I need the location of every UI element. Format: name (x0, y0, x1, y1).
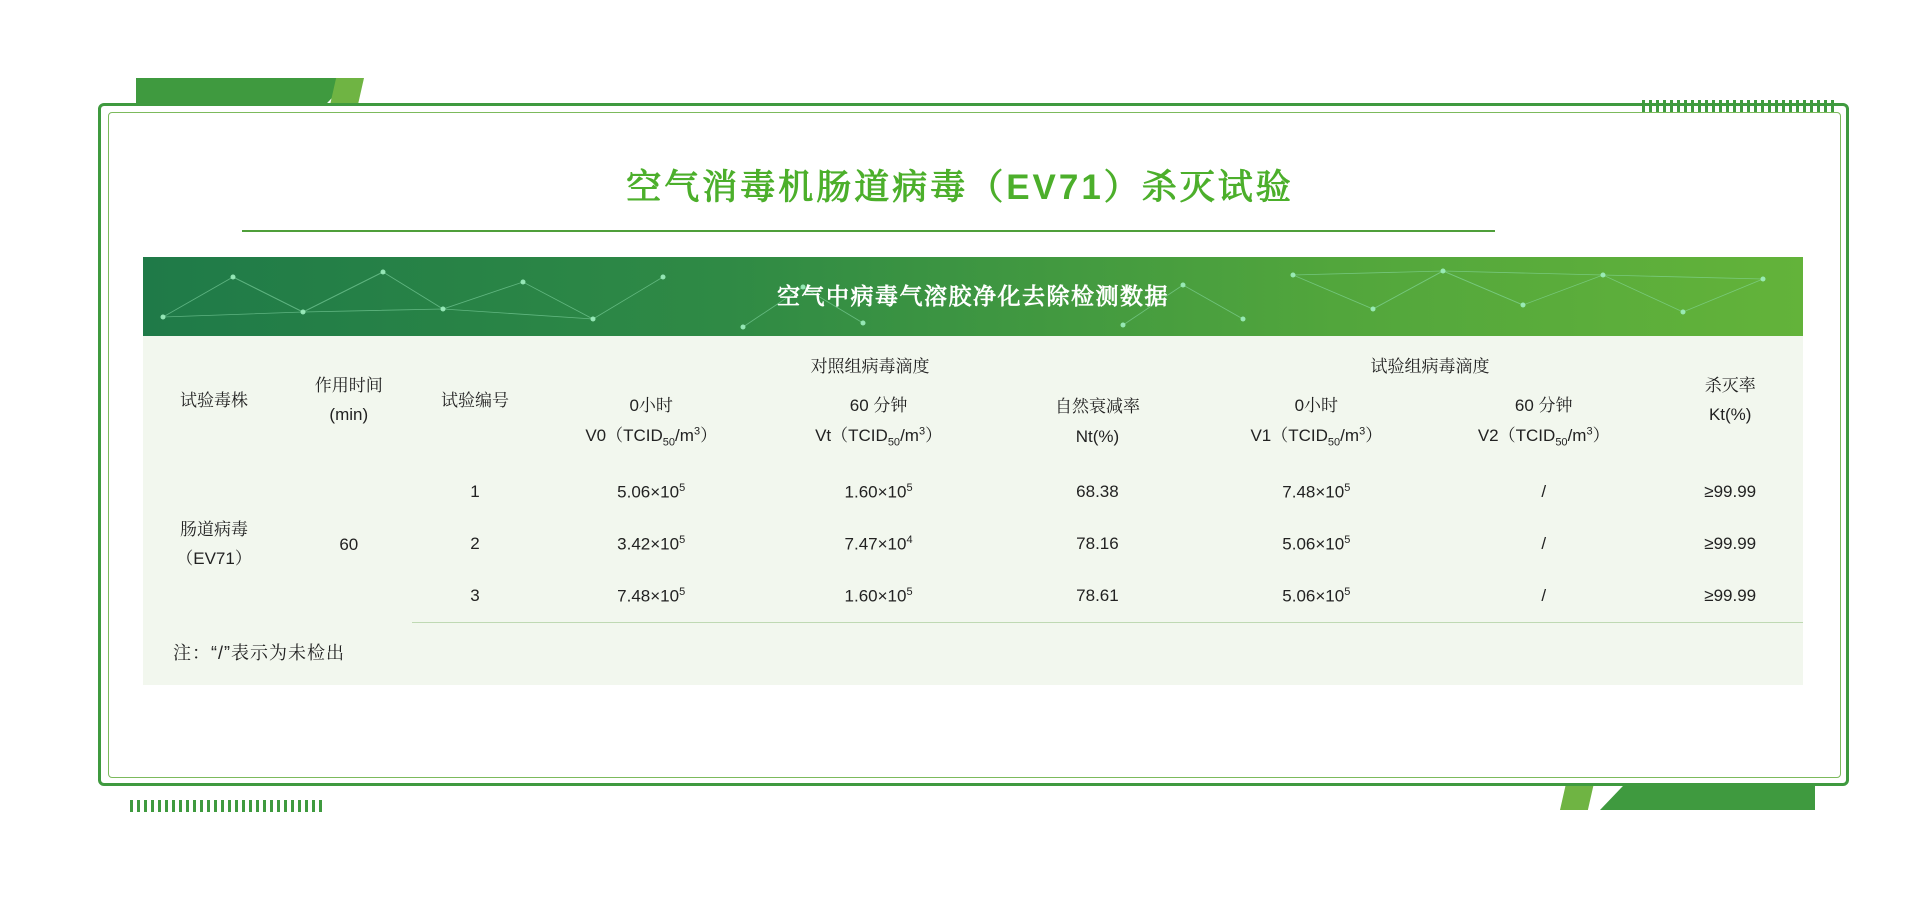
cell-control-60m-mantissa: 1.60×10 (844, 482, 907, 502)
cell-test-0h-exponent: 5 (1344, 482, 1351, 495)
header-control-0h-pre: V0（TCID (585, 425, 663, 445)
virus-kill-test-table (143, 336, 1803, 623)
header-test-60m-post: /m (1567, 425, 1587, 445)
cell-control-0h-mantissa: 5.06×10 (617, 482, 680, 502)
header-control-60m-pre: Vt（TCID (815, 425, 888, 445)
cell-natural-decay: 68.38 (1076, 482, 1119, 502)
cell-test-no: 2 (470, 534, 480, 554)
header-duration-line2: (min) (329, 405, 369, 425)
header-control-60m-exp: 3 (918, 425, 926, 438)
header-test-60m-exp: 3 (1586, 425, 1593, 438)
cell-control-0h (538, 570, 765, 623)
header-natural-decay-line2: Nt(%) (1075, 426, 1120, 446)
header-natural-decay (992, 383, 1202, 466)
cell-control-60m-mantissa: 1.60×10 (844, 586, 907, 606)
page-title: 空气消毒机肠道病毒（EV71）杀灭试验 (626, 168, 1294, 207)
cell-test-0h (1203, 518, 1430, 570)
header-test-60m-line2 (1432, 421, 1655, 453)
cell-control-60m-exponent: 5 (906, 482, 913, 495)
table-header-row-groups (143, 336, 1803, 383)
header-test-0h-close: ） (1365, 425, 1383, 445)
header-duration-line1: 作用时间 (314, 376, 383, 396)
cell-control-60m (765, 466, 992, 518)
cell-control-0h-mantissa: 7.48×10 (617, 586, 680, 606)
header-control-0h-line1: 0小时 (629, 396, 673, 415)
header-test-60m-line1: 60 分钟 (1514, 396, 1573, 415)
header-test-group: 试验组病毒滴度 (1370, 357, 1490, 376)
header-test-0h-exp: 3 (1359, 425, 1366, 438)
cell-control-0h-mantissa: 3.42×10 (617, 534, 680, 554)
header-control-60m (765, 383, 992, 466)
cell-natural-decay: 78.61 (992, 570, 1202, 623)
cell-control-60m-exponent: 4 (906, 534, 913, 547)
header-test-0h-line2 (1205, 421, 1428, 453)
cell-test-0h-exponent: 5 (1344, 534, 1351, 547)
header-control-0h-line2 (540, 421, 763, 453)
header-duration (285, 336, 412, 466)
cell-control-60m (765, 570, 992, 623)
header-control-group: 对照组病毒滴度 (810, 357, 930, 376)
cell-strain-line1: 肠道病毒 (180, 519, 249, 539)
header-test-60m-pre: V2（TCID (1477, 425, 1556, 445)
header-control-60m-line1: 60 分钟 (849, 396, 908, 415)
header-test-no: 试验编号 (440, 390, 509, 410)
table-body (143, 466, 1803, 623)
cell-natural-decay: 78.16 (1076, 534, 1119, 554)
header-test-0h-line1: 0小时 (1294, 396, 1339, 415)
corner-decoration-bottom-right (1600, 783, 1815, 810)
header-control-0h-post: /m (675, 425, 694, 445)
tick-ribbon-bottom-left (130, 800, 326, 812)
cell-test-0h (1203, 570, 1430, 623)
header-test-60m-close: ） (1592, 425, 1610, 445)
header-natural-decay-line1: 自然衰减率 (1054, 396, 1140, 416)
table-row (143, 466, 1803, 518)
tick-ribbon-top-right (1642, 100, 1838, 112)
cell-control-0h-exponent: 5 (679, 586, 686, 599)
table-banner-title: 空气中病毒气溶胶净化去除检测数据 (777, 283, 1169, 309)
header-kill-rate-line2: Kt(%) (1708, 405, 1752, 425)
header-control-60m-close: ） (925, 425, 943, 445)
cell-control-60m-mantissa: 7.47×10 (844, 534, 907, 554)
header-test-0h-pre: V1（TCID (1250, 425, 1328, 445)
header-control-60m-line2 (767, 421, 990, 453)
header-test-60m (1430, 383, 1657, 466)
cell-duration: 60 (339, 534, 359, 554)
table-footnote: 注：“/”表示为未检出 (143, 623, 1803, 685)
cell-control-0h (538, 466, 765, 518)
data-table-block (143, 257, 1803, 685)
cell-test-no: 1 (470, 482, 480, 502)
header-control-60m-sub: 50 (887, 436, 901, 449)
header-kill-rate-line1: 杀灭率 (1704, 376, 1756, 396)
header-control-0h-sub: 50 (662, 436, 676, 449)
title-underline (242, 230, 1495, 232)
cell-test-0h-mantissa: 5.06×10 (1282, 534, 1345, 554)
cell-test-0h-exponent: 5 (1344, 586, 1351, 599)
header-control-0h-exp: 3 (693, 425, 701, 438)
corner-decoration-top-left (136, 78, 351, 105)
header-control-0h (538, 383, 765, 466)
cell-test-0h-mantissa: 7.48×10 (1282, 482, 1345, 502)
header-control-0h-close: ） (700, 425, 718, 445)
cell-test-0h-mantissa: 5.06×10 (1282, 586, 1345, 606)
header-test-0h-sub: 50 (1327, 436, 1341, 449)
cell-control-0h-exponent: 5 (679, 534, 686, 547)
table-banner (143, 257, 1803, 336)
cell-strain (143, 466, 285, 623)
cell-control-60m (765, 518, 992, 570)
cell-control-60m-exponent: 5 (906, 586, 913, 599)
cell-kill-rate: ≥99.99 (1704, 534, 1757, 554)
cell-test-60m: / (1541, 482, 1547, 502)
header-control-60m-post: /m (900, 425, 919, 445)
cell-control-0h (538, 518, 765, 570)
header-test-0h (1203, 383, 1430, 466)
cell-kill-rate: ≥99.99 (1704, 482, 1757, 502)
cell-test-60m: / (1430, 570, 1657, 623)
header-test-60m-sub: 50 (1555, 436, 1568, 449)
corner-decoration-bottom-right-accent (1560, 783, 1594, 810)
cell-test-no: 3 (412, 570, 537, 623)
cell-test-0h (1203, 466, 1430, 518)
cell-control-0h-exponent: 5 (679, 482, 686, 495)
cell-strain-line2: （EV71） (176, 548, 252, 568)
header-test-0h-post: /m (1340, 425, 1360, 445)
cell-test-60m: / (1541, 534, 1547, 554)
header-strain: 试验毒株 (180, 390, 249, 410)
cell-kill-rate: ≥99.99 (1657, 570, 1803, 623)
header-kill-rate (1657, 336, 1803, 466)
